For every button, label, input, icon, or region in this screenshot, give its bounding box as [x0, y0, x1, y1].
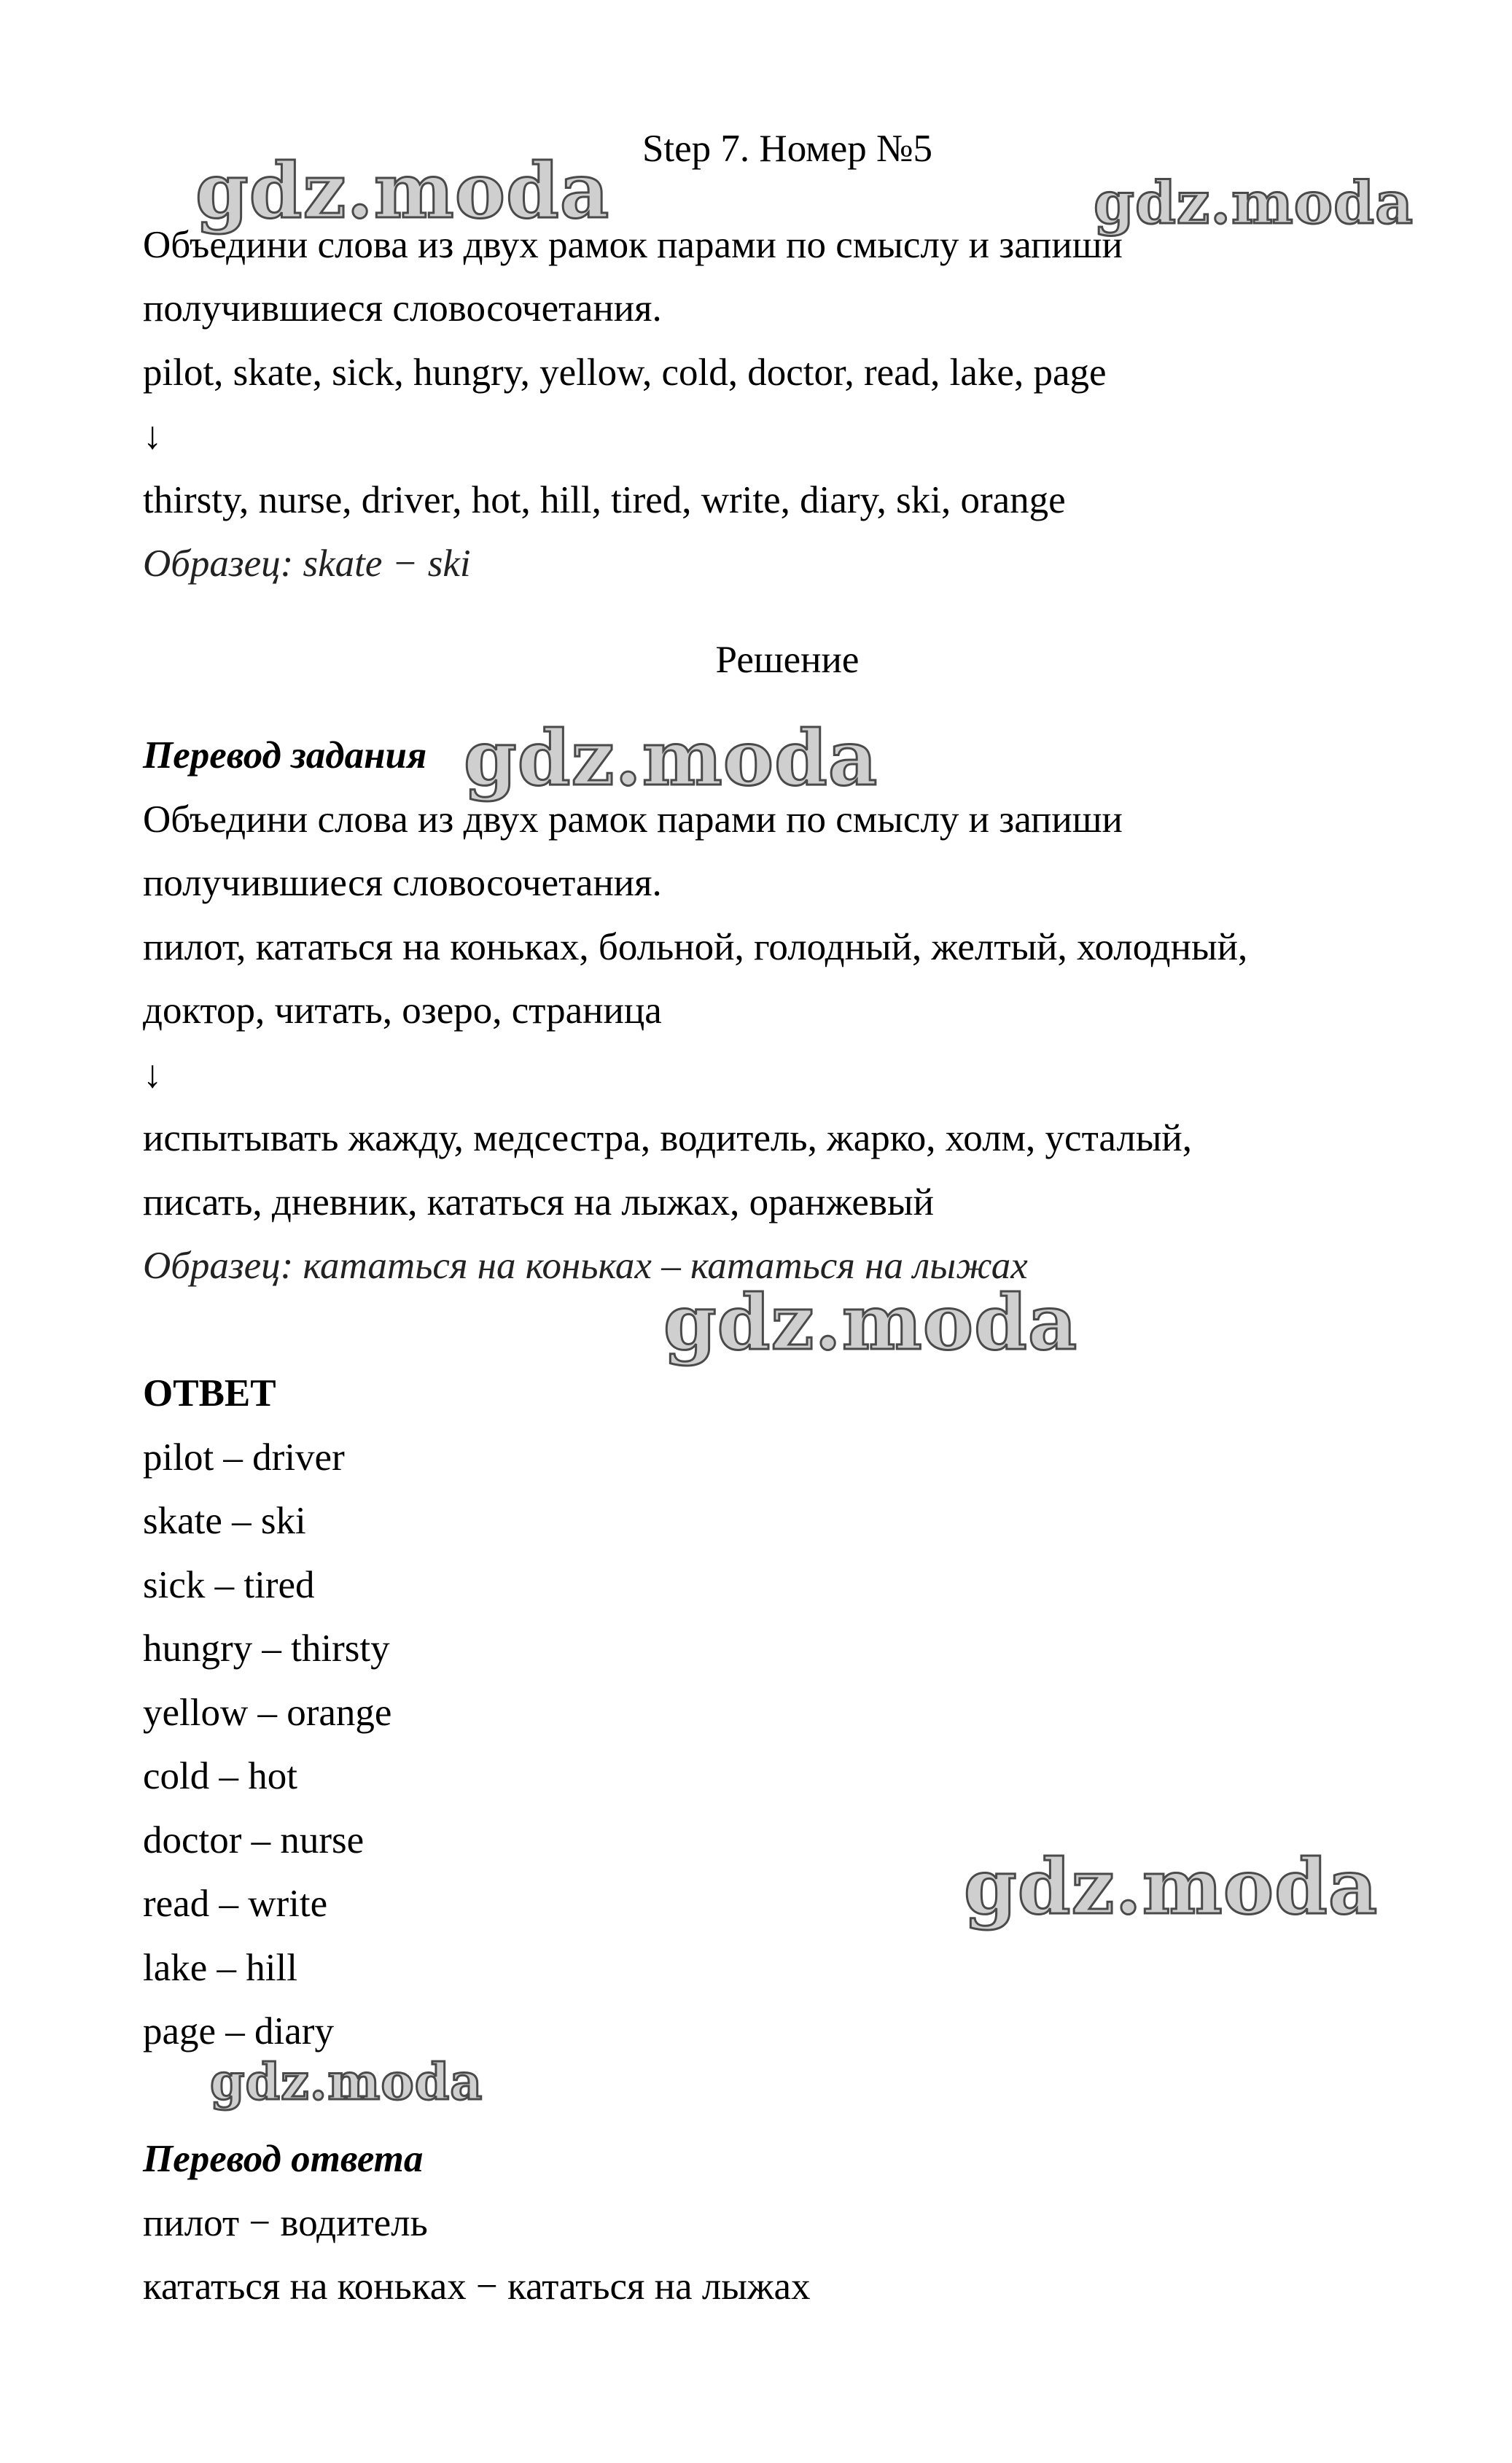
- translation-words-top-line-2: доктор, читать, озеро, страница: [143, 989, 662, 1032]
- watermark-logo: gdz.moda: [1094, 168, 1414, 237]
- answer-translation-line: пилот − водитель: [143, 2202, 428, 2244]
- translation-words-top-line-1: пилот, кататься на коньках, больной, голодный, желтый, холодный,: [143, 926, 1248, 968]
- translation-instruction-line-1: Объедини слова из двух рамок парами по смыслу и запиши: [143, 798, 1123, 841]
- watermark-logo: gdz.moda: [964, 1842, 1379, 1931]
- answer-pair: hungry – thirsty: [143, 1627, 390, 1670]
- answer-pair: cold – hot: [143, 1755, 297, 1797]
- answer-pair: page – diary: [143, 2010, 334, 2052]
- page-title: Step 7. Номер №5: [642, 128, 933, 170]
- translation-example: Образец: кататься на коньках – кататься на лыжах: [143, 1245, 1028, 1287]
- task-arrow: ↓: [143, 415, 163, 457]
- translation-heading: Перевод задания: [143, 734, 427, 777]
- translation-words-bottom-line-2: писать, дневник, кататься на лыжах, оранжевый: [143, 1181, 934, 1223]
- answer-pair: yellow – orange: [143, 1692, 392, 1734]
- translation-instruction-line-2: получившиеся словосочетания.: [143, 862, 662, 904]
- answer-pair: sick – tired: [143, 1564, 315, 1606]
- answer-pair: read – write: [143, 1883, 328, 1925]
- watermark-logo: gdz.moda: [195, 146, 610, 236]
- translation-words-bottom-line-1: испытывать жажду, медсестра, водитель, жарко, холм, усталый,: [143, 1117, 1193, 1159]
- answer-pair: pilot – driver: [143, 1436, 345, 1479]
- watermark-logo: gdz.moda: [464, 713, 878, 803]
- task-words-bottom: thirsty, nurse, driver, hot, hill, tired, write, diary, ski, orange: [143, 479, 1066, 521]
- watermark-logo: gdz.moda: [210, 2053, 483, 2112]
- task-words-top: pilot, skate, sick, hungry, yellow, cold, doctor, read, lake, page: [143, 351, 1107, 394]
- translation-arrow: ↓: [143, 1054, 163, 1096]
- task-instruction-line-2: получившиеся словосочетания.: [143, 287, 662, 330]
- answer-translation-line: кататься на коньках − кататься на лыжах: [143, 2265, 811, 2308]
- solution-heading: Решение: [715, 639, 860, 681]
- task-instruction-line-1: Объедини слова из двух рамок парами по смыслу и запиши: [143, 224, 1123, 266]
- answer-pair: doctor – nurse: [143, 1819, 365, 1861]
- answer-pair: skate – ski: [143, 1500, 306, 1542]
- answer-pair: lake – hill: [143, 1947, 297, 1989]
- watermark-logo: gdz.moda: [663, 1277, 1078, 1367]
- answer-translation-heading: Перевод ответа: [143, 2138, 424, 2180]
- task-example: Образец: skate − ski: [143, 542, 471, 585]
- answer-heading: ОТВЕТ: [143, 1372, 276, 1415]
